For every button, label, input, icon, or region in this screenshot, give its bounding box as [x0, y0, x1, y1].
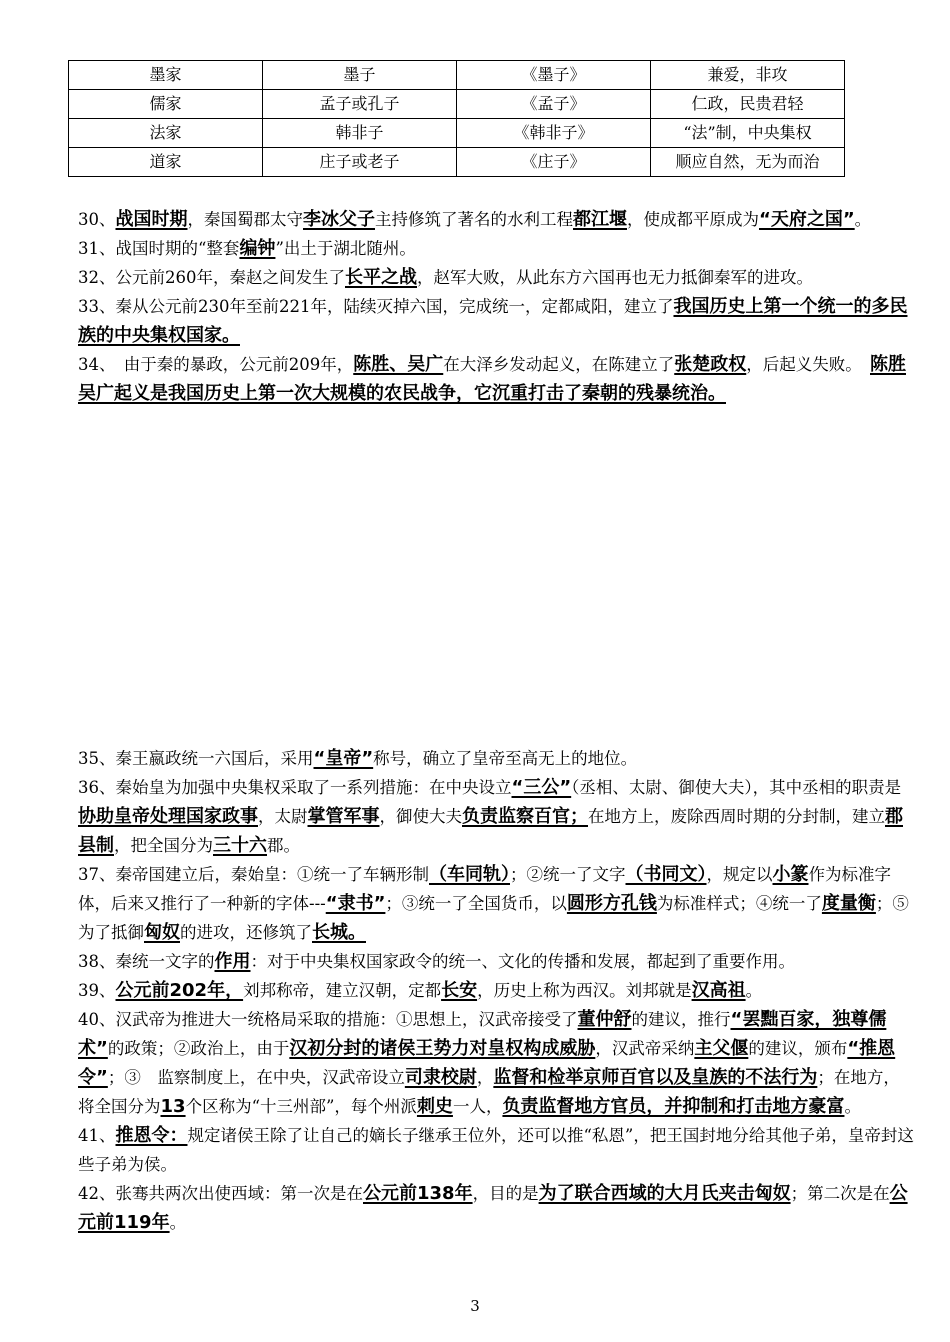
school-name: 法家: [69, 119, 263, 148]
key-term: 陈胜、吴广: [353, 354, 444, 375]
key-term: “推恩令”: [78, 1038, 896, 1088]
note-item: 42、张骞共两次出使西域：第一次是在公元前138年，目的是为了联合西域的大月氏夹击匈奴；第二次是在公元前119年。: [78, 1183, 908, 1233]
key-term: 负责监督地方官员，并抑制和打击地方豪富: [502, 1096, 845, 1117]
representative: 墨子: [263, 61, 457, 90]
key-term: （书同文）: [625, 864, 707, 885]
school-name: 儒家: [69, 90, 263, 119]
main-idea: 仁政，民贵君轻: [651, 90, 845, 119]
key-term: 为了联合西域的大月氏夹击匈奴: [538, 1183, 791, 1204]
key-term: 战国时期: [115, 209, 188, 230]
notes-block-top: [78, 205, 916, 408]
key-term: 监督和检举京师百官以及皇族的不法行为: [493, 1067, 818, 1088]
key-term: 都江堰: [573, 209, 627, 230]
key-term: “隶书”: [325, 893, 386, 914]
main-idea: 顺应自然，无为而治: [651, 148, 845, 177]
note-item: 34、 由于秦的暴政，公元前209年，陈胜、吴广在大泽乡发动起义，在陈建立了张楚政权，后起义失败。 陈胜吴广起义是我国历史上第一次大规模的农民战争，它沉重打击了秦朝的残暴统治。: [78, 354, 906, 404]
key-term: 刺史: [416, 1096, 453, 1117]
school-name: 道家: [69, 148, 263, 177]
key-term: 负责监察百官；: [462, 806, 588, 827]
key-term: 我国历史上第一个统一的多民族的中央集权国家。: [78, 296, 908, 346]
key-term: “罢黜百家，独尊儒术”: [78, 1009, 887, 1059]
key-term: 郡县制: [78, 806, 903, 856]
school-name: 墨家: [69, 61, 263, 90]
key-term: 圆形方孔钱: [566, 893, 657, 914]
key-term: （车同轨）: [429, 864, 510, 885]
key-term: 长安: [441, 980, 478, 1001]
notes-block-bottom: [78, 744, 916, 1237]
main-idea: 兼爱，非攻: [651, 61, 845, 90]
note-item: 40、汉武帝为推进大一统格局采取的措施：①思想上，汉武帝接受了董仲舒的建议，推行“罢黜百家，独尊儒术”的政策；②政治上，由于汉初分封的诸侯王势力对皇权构成威胁，汉武帝采纳主父偃的建议，颁布“推恩令”；③ 监察制度上，在中央，汉武帝设立司隶校尉，监督和检举京师百官以及皇族的不法行为；在地方，将全国分为13个区称为“十三州部”，每个州派刺史一人，负责监督地方官员，并抑制和打击地方豪富。: [78, 1009, 900, 1117]
key-term: 汉高祖: [691, 980, 746, 1001]
key-term: 推恩令：: [115, 1125, 188, 1146]
key-term: 公元前119年: [78, 1183, 908, 1233]
key-term: 协助皇帝处理国家政事: [78, 806, 258, 827]
main-idea: “法”制，中央集权: [651, 119, 845, 148]
table-row: [69, 90, 845, 119]
key-term: 汉初分封的诸侯王势力对皇权构成威胁: [289, 1038, 596, 1059]
key-term: 长城。: [312, 922, 366, 943]
key-term: 掌管军事: [307, 806, 380, 827]
key-term: 13: [160, 1096, 186, 1117]
key-term: 公元前202年，: [115, 980, 244, 1001]
note-item: 37、秦帝国建立后，秦始皇：①统一了车辆形制（车同轨）；②统一了文字（书同文），规定以小篆作为标准字体，后来又推行了一种新的字体---“隶书”；③统一了全国货币，以圆形方孔钱为标准样式；④统一了度量衡；⑤为了抵御匈奴的进攻，还修筑了长城。: [78, 864, 909, 943]
key-term: 司隶校尉: [404, 1067, 477, 1088]
key-term: 度量衡: [821, 893, 876, 914]
note-item: 30、战国时期，秦国蜀郡太守李冰父子主持修筑了著名的水利工程都江堰，使成都平原成为“天府之国”。: [78, 209, 872, 230]
note-item: 33、秦从公元前230年至前221年，陆续灭掉六国，完成统一，定都咸阳，建立了我国历史上第一个统一的多民族的中央集权国家。: [78, 296, 908, 346]
note-item: 31、战国时期的“整套编钟”出土于湖北随州。: [78, 238, 416, 259]
representative: 庄子或老子: [263, 148, 457, 177]
key-term: 张楚政权: [674, 354, 747, 375]
key-term: 董仲舒: [577, 1009, 632, 1030]
table-row: [69, 148, 845, 177]
representative-work: 《墨子》: [457, 61, 651, 90]
key-term: 陈胜吴广起义是我国历史上第一次大规模的农民战争，它沉重打击了秦朝的残暴统治。: [78, 354, 906, 404]
key-term: 匈奴: [144, 922, 180, 943]
note-item: 32、公元前260年，秦赵之间发生了长平之战，赵军大败，从此东方六国再也无力抵御秦军的进攻。: [78, 267, 813, 288]
note-item: 36、秦始皇为加强中央集权采取了一系列措施：在中央设立“三公”（丞相、太尉、御使大夫），其中丞相的职责是协助皇帝处理国家政事，太尉掌管军事，御使大夫负责监察百官；在地方上，废除西周时期的分封制，建立郡县制，把全国分为三十六郡。: [78, 777, 903, 856]
page-number: 3: [470, 1297, 480, 1315]
representative-work: 《韩非子》: [457, 119, 651, 148]
note-item: 35、秦王嬴政统一六国后，采用“皇帝”称号，确立了皇帝至高无上的地位。: [78, 748, 638, 769]
representative: 韩非子: [263, 119, 457, 148]
note-item: 38、秦统一文字的作用：对于中央集权国家政令的统一、文化的传播和发展，都起到了重要作用。: [78, 951, 795, 972]
key-term: 长平之战: [345, 267, 417, 288]
key-term: “三公”: [511, 777, 572, 798]
table-row: [69, 61, 845, 90]
key-term: “皇帝”: [313, 748, 374, 769]
key-term: 编钟: [239, 238, 276, 259]
key-term: 小篆: [772, 864, 809, 885]
note-item: 41、推恩令：规定诸侯王除了让自己的嫡长子继承王位外，还可以推“私恩”，把王国封地分给其他子弟，皇帝封这些子弟为侯。: [78, 1125, 914, 1174]
representative-work: 《庄子》: [457, 148, 651, 177]
schools-of-thought-table: [68, 60, 845, 177]
note-item: 39、公元前202年，刘邦称帝，建立汉朝，定都长安，历史上称为西汉。刘邦就是汉高祖。: [78, 980, 763, 1001]
key-term: 公元前138年: [363, 1183, 473, 1204]
key-term: 三十六: [213, 835, 267, 856]
key-term: 主父偃: [694, 1038, 749, 1059]
representative: 孟子或孔子: [263, 90, 457, 119]
key-term: 作用: [214, 951, 251, 972]
representative-work: 《孟子》: [457, 90, 651, 119]
key-term: 李冰父子: [303, 209, 375, 230]
key-term: “天府之国”: [759, 209, 855, 230]
table-row: [69, 119, 845, 148]
